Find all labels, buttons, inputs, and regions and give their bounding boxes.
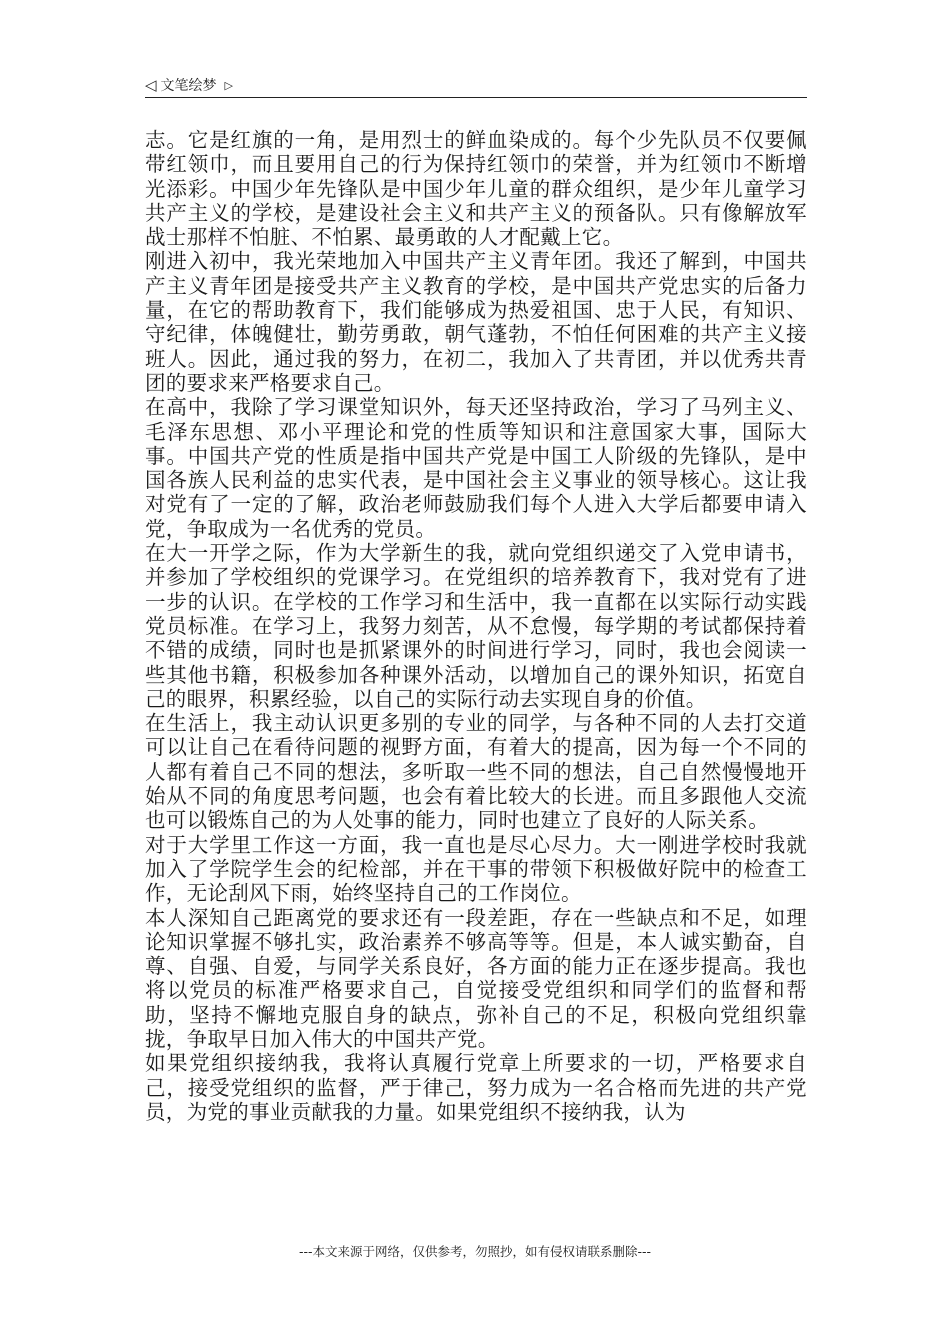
paragraph: 在高中，我除了学习课堂知识外，每天还坚持政治，学习了马列主义、毛泽东思想、邓小平理论和党的性质等知识和注意国家大事，国际大事。中国共产党的性质是指中国共产党是中国工人阶级的先锋队，是中国各族人民利益的忠实代表，是中国社会主义事业的领导核心。这让我对党有了一定的了解，政治老师鼓励我们每个人进入大学后都要申请入党，争取成为一名优秀的党员。	[145, 395, 807, 541]
paragraph: 如果党组织接纳我，我将认真履行党章上所要求的一切，严格要求自己，接受党组织的监督，严于律己，努力成为一名合格而先进的共产党员，为党的事业贡献我的力量。如果党组织不接纳我，认为	[145, 1051, 807, 1124]
footer-disclaimer: ---本文来源于网络，仅供参考，勿照抄，如有侵权请联系删除---	[298, 1244, 652, 1259]
paragraph: 刚进入初中，我光荣地加入中国共产主义青年团。我还了解到，中国共产主义青年团是接受共产主义教育的学校，是中国共产党忠实的后备力量，在它的帮助教育下，我们能够成为热爱祖国、忠于人民，有知识、守纪律，体魄健壮，勤劳勇敢，朝气蓬勃，不怕任何困难的共产主义接班人。因此，通过我的努力，在初二，我加入了共青团，并以优秀共青团的要求来严格要求自己。	[145, 249, 807, 395]
paragraph: 本人深知自己距离党的要求还有一段差距，存在一些缺点和不足，如理论知识掌握不够扎实，政治素养不够高等等。但是，本人诚实勤奋，自尊、自强、自爱，与同学关系良好，各方面的能力正在逐步提高。我也将以党员的标准严格要求自己，自觉接受党组织和同学们的监督和帮助，坚持不懈地克服自身的缺点，弥补自己的不足，积极向党组织靠拢，争取早日加入伟大的中国共产党。	[145, 905, 807, 1051]
paragraph: 在生活上，我主动认识更多别的专业的同学，与各种不同的人去打交道可以让自己在看待问题的视野方面，有着大的提高，因为每一个不同的人都有着自己不同的想法，多听取一些不同的想法，自己自然慢慢地开始从不同的角度思考问题，也会有着比较大的长进。而且多跟他人交流也可以锻炼自己的为人处事的能力，同时也建立了良好的人际关系。	[145, 711, 807, 833]
triangle-left-icon: ◁	[145, 75, 157, 94]
header-divider	[145, 97, 807, 98]
page-header	[145, 72, 807, 98]
paragraph: 对于大学里工作这一方面，我一直也是尽心尽力。大一刚进学校时我就加入了学院学生会的纪检部，并在干事的带领下积极做好院中的检查工作，无论刮风下雨，始终坚持自己的工作岗位。	[145, 832, 807, 906]
document-body	[145, 128, 807, 1124]
triangle-right-icon: ▷	[224, 78, 234, 92]
paragraph: 在大一开学之际，作为大学新生的我，就向党组织递交了入党申请书，并参加了学校组织的党课学习。在党组织的培养教育下，我对党有了进一步的认识。在学校的工作学习和生活中，我一直都在以实际行动实践党员标准。在学习上，我努力刻苦，从不怠慢，每学期的考试都保持着不错的成绩，同时也是抓紧课外的时间进行学习，同时，我也会阅读一些其他书籍，积极参加各种课外活动，以增加自己的课外知识，拓宽自己的眼界，积累经验，以自己的实际行动去实现自身的价值。	[145, 541, 807, 711]
paragraph: 志。它是红旗的一角，是用烈士的鲜血染成的。每个少先队员不仅要佩带红领巾，而且要用自己的行为保持红领巾的荣誉，并为红领巾不断增光添彩。中国少年先锋队是中国少年儿童的群众组织，是少年儿童学习共产主义的学校，是建设社会主义和共产主义的预备队。只有像解放军战士那样不怕脏、不怕累、最勇敢的人才配戴上它。	[145, 128, 807, 250]
header-title: 文笔绘梦	[160, 78, 217, 94]
